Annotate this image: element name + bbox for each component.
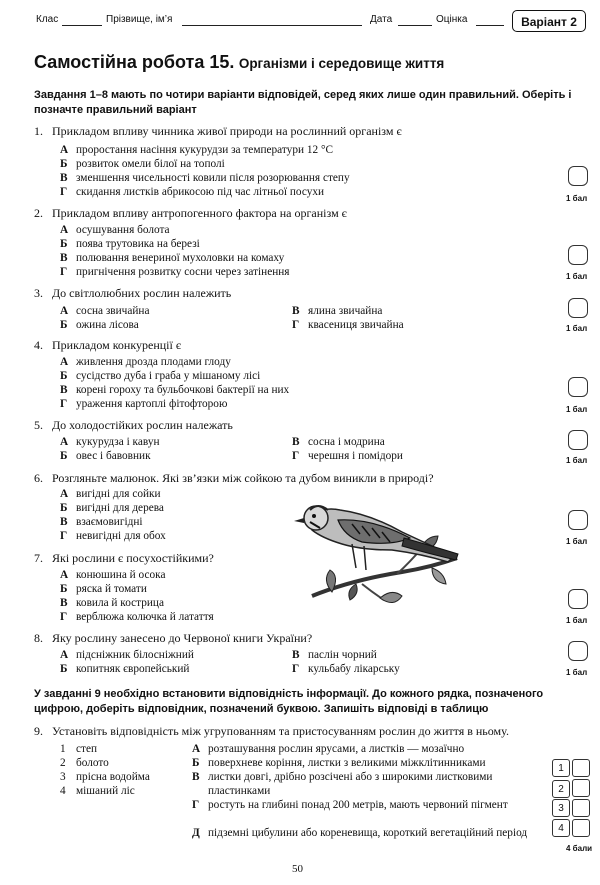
question-number: 7.: [34, 551, 43, 565]
date-label: Дата: [370, 14, 393, 25]
match-right-a: А розташування рослин ярусами, а листків — мозаїчно: [192, 743, 465, 755]
page-title: [34, 52, 444, 73]
question-text: Яку рослину занесено до Червоної книги України?: [52, 631, 313, 645]
answer-cell[interactable]: [572, 759, 590, 777]
name-field[interactable]: [182, 25, 362, 26]
points-label: 1 бал: [566, 324, 588, 333]
option-b[interactable]: Б вигідні для дерева: [60, 502, 164, 514]
option-c[interactable]: В зменшення чисельності ковили після розорювання степу: [60, 172, 350, 184]
points-label: 1 бал: [566, 194, 588, 203]
points-label: 4 бали: [566, 844, 593, 853]
match-right-d: Г ростуть на глибині понад 200 метрів, мають червоний пігмент: [192, 799, 508, 811]
jay-bird-illustration: [292, 488, 462, 608]
option-a[interactable]: А конюшина й осока: [60, 569, 166, 581]
question-text: До світлолюбних рослин належить: [52, 286, 232, 300]
option-c[interactable]: В ковила й кострица: [60, 597, 164, 609]
answer-box[interactable]: [568, 641, 588, 661]
option-d[interactable]: Г пригнічення розвитку сосни через затінення: [60, 266, 290, 278]
points-label: 1 бал: [566, 272, 588, 281]
answer-box[interactable]: [568, 377, 588, 397]
match-right-c: В листки довгі, дрібно розсічені або з широкими листковими пластинками: [192, 771, 493, 797]
option-b[interactable]: Б поява трутовика на березі: [60, 238, 200, 250]
option-b[interactable]: Б копитняк європейський: [60, 663, 190, 675]
answer-box[interactable]: [568, 298, 588, 318]
instructions-1: Завдання 1–8 мають по чотири варіанти відповідей, серед яких лише один правильний. Оберіть і позначте правильний варіант: [34, 89, 572, 116]
question-number: 2.: [34, 206, 43, 220]
option-d[interactable]: Г черешня і помідори: [292, 450, 403, 462]
grade-field[interactable]: [476, 25, 504, 26]
option-c[interactable]: В взаємовигідні: [60, 516, 143, 528]
answer-cell[interactable]: [572, 799, 590, 817]
option-a[interactable]: А кукурудза і кавун: [60, 436, 160, 448]
option-a[interactable]: А проростання насіння кукурудзи за температури 12 °С: [60, 144, 334, 156]
answer-table: [552, 759, 590, 837]
points-label: 1 бал: [566, 616, 588, 625]
question-number: 9.: [34, 724, 43, 738]
match-left-1: 1 степ: [60, 743, 98, 755]
match-right-e: Д підземні цибулини або кореневища, короткий вегетаційний період: [192, 827, 528, 839]
option-d[interactable]: Г ураження картоплі фітофторою: [60, 398, 228, 410]
question-text: Які рослини є посухостійкими?: [52, 551, 214, 565]
option-d[interactable]: Г невигідні для обох: [60, 530, 166, 542]
option-c[interactable]: В корені гороху та бульбочкові бактерії на них: [60, 384, 290, 396]
answer-box[interactable]: [568, 510, 588, 530]
question-text: Установіть відповідність між угрупованням та пристосуванням рослин до життя в ньому.: [52, 724, 509, 738]
option-c[interactable]: В полювання венериної мухоловки на комаху: [60, 252, 285, 264]
instructions-2: У завданні 9 необхідно встановити відповідність інформації. До кожного рядка, позначеного цифрою, доберіть відповідник, позначений буквою. Запишіть відповіді в таблицю: [34, 688, 544, 715]
date-field[interactable]: [398, 25, 432, 26]
option-a[interactable]: А осушування болота: [60, 224, 170, 236]
question-number: 8.: [34, 631, 43, 645]
class-label: Клас: [36, 14, 59, 25]
option-a[interactable]: А живлення дрозда плодами глоду: [60, 356, 231, 368]
answer-row-label: 3: [552, 799, 570, 817]
option-d[interactable]: Г кульбабу лікарську: [292, 663, 400, 675]
match-left-3: 3 прісна водойма: [60, 771, 150, 783]
answer-box[interactable]: [568, 245, 588, 265]
page-number: 50: [292, 863, 303, 875]
question-number: 1.: [34, 124, 43, 138]
option-b[interactable]: Б сусідство дуба і граба у мішаному лісі: [60, 370, 261, 382]
option-a[interactable]: А вигідні для сойки: [60, 488, 161, 500]
question-text: Розгляньте малюнок. Які зв’язки між сойкою та дубом виникли в природі?: [52, 471, 434, 485]
points-label: 1 бал: [566, 668, 588, 677]
match-left-4: 4 мішаний ліс: [60, 785, 135, 797]
option-c[interactable]: В паслін чорний: [292, 649, 377, 661]
match-left-2: 2 болото: [60, 757, 109, 769]
title-main: Самостійна робота 15.: [34, 52, 235, 72]
grade-label: Оцінка: [436, 14, 468, 25]
points-label: 1 бал: [566, 405, 588, 414]
question-text: Прикладом впливу чинника живої природи на рослинний організм є: [52, 124, 402, 138]
option-b[interactable]: Б ожина лісова: [60, 319, 139, 331]
question-text: До холодостійких рослин належать: [52, 418, 233, 432]
points-label: 1 бал: [566, 456, 588, 465]
option-b[interactable]: Б ряска й томати: [60, 583, 147, 595]
question-number: 3.: [34, 286, 43, 300]
answer-box[interactable]: [568, 166, 588, 186]
option-c[interactable]: В ялина звичайна: [292, 305, 383, 317]
variant-badge: Варіант 2: [512, 10, 586, 32]
title-sub: Організми і середовище життя: [238, 56, 445, 71]
option-a[interactable]: А сосна звичайна: [60, 305, 150, 317]
option-b[interactable]: Б овес і бавовник: [60, 450, 151, 462]
answer-box[interactable]: [568, 430, 588, 450]
points-label: 1 бал: [566, 537, 588, 546]
class-field[interactable]: [62, 25, 102, 26]
answer-cell[interactable]: [572, 779, 590, 797]
match-right-b: Б поверхневе коріння, листки з великими міжклітинниками: [192, 757, 486, 769]
option-b[interactable]: Б розвиток омели білої на тополі: [60, 158, 225, 170]
answer-row-label: 1: [552, 759, 570, 777]
question-number: 4.: [34, 338, 43, 352]
option-d[interactable]: Г квасениця звичайна: [292, 319, 404, 331]
answer-cell[interactable]: [572, 819, 590, 837]
name-label: Прізвище, ім’я: [106, 14, 173, 25]
option-a[interactable]: А підсніжник білосніжний: [60, 649, 194, 661]
question-text: Прикладом впливу антропогенного фактора на організм є: [52, 206, 347, 220]
option-c[interactable]: В сосна і модрина: [292, 436, 385, 448]
option-d[interactable]: Г верблюжа колючка й латаття: [60, 611, 214, 623]
option-d[interactable]: Г скидання листків абрикосою під час літньої посухи: [60, 186, 325, 198]
answer-row-label: 4: [552, 819, 570, 837]
question-number: 5.: [34, 418, 43, 432]
question-text: Прикладом конкуренції є: [52, 338, 181, 352]
answer-box[interactable]: [568, 589, 588, 609]
answer-row-label: 2: [552, 780, 570, 798]
question-number: 6.: [34, 471, 43, 485]
